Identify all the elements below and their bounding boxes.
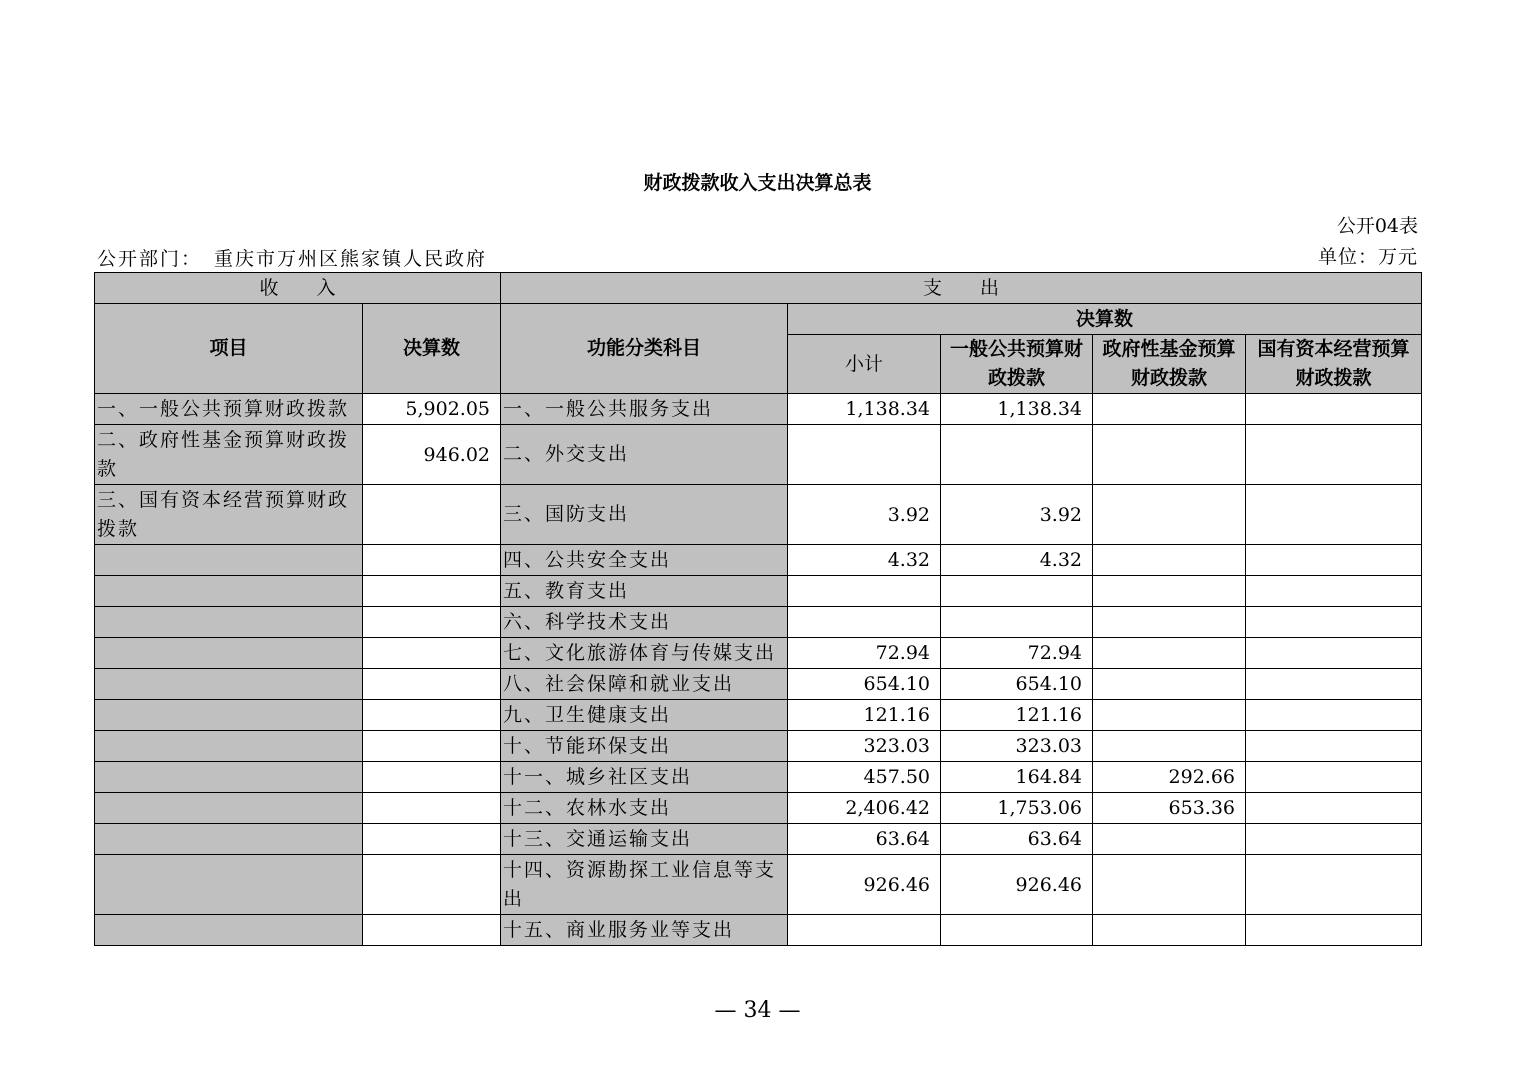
income-item-cell: [95, 824, 363, 855]
subtotal-cell: 1,138.34: [788, 394, 941, 425]
income-header: 收 入: [95, 273, 501, 304]
department-name: 重庆市万州区熊家镇人民政府: [214, 248, 488, 270]
category-cell: 四、公共安全支出: [501, 545, 788, 576]
income-amount-cell: 946.02: [363, 425, 501, 485]
table-row: [95, 762, 1422, 793]
state-capital-cell: [1246, 545, 1422, 576]
subtotal-cell: 926.46: [788, 855, 941, 915]
category-cell: 三、国防支出: [501, 485, 788, 545]
state-capital-cell: [1246, 425, 1422, 485]
income-item-cell: [95, 576, 363, 607]
income-amount-cell: [363, 731, 501, 762]
gov-fund-cell: [1093, 485, 1246, 545]
income-amount-cell: [363, 824, 501, 855]
table-row: [95, 824, 1422, 855]
category-cell: 十五、商业服务业等支出: [501, 915, 788, 946]
subtotal-cell: 72.94: [788, 638, 941, 669]
subtotal-cell: 4.32: [788, 545, 941, 576]
subtotal-cell: 654.10: [788, 669, 941, 700]
category-cell: 二、外交支出: [501, 425, 788, 485]
table-row: [95, 425, 1422, 485]
state-capital-cell: [1246, 700, 1422, 731]
income-item-cell: [95, 731, 363, 762]
unit-label: 单位：万元: [1317, 246, 1418, 268]
income-amount-cell: [363, 669, 501, 700]
general-budget-cell: 926.46: [941, 855, 1093, 915]
income-item-cell: [95, 915, 363, 946]
subtotal-cell: 2,406.42: [788, 793, 941, 824]
category-cell: 十一、城乡社区支出: [501, 762, 788, 793]
gov-fund-header: 政府性基金预算财政拨款: [1093, 335, 1246, 394]
subtotal-cell: [788, 425, 941, 485]
income-amount-cell: [363, 485, 501, 545]
income-amount-cell: [363, 762, 501, 793]
income-amount-cell: [363, 638, 501, 669]
state-capital-cell: [1246, 394, 1422, 425]
state-capital-cell: [1246, 855, 1422, 915]
general-budget-cell: 1,138.34: [941, 394, 1093, 425]
category-cell: 一、一般公共服务支出: [501, 394, 788, 425]
subtotal-cell: [788, 915, 941, 946]
gov-fund-cell: [1093, 700, 1246, 731]
gov-fund-cell: 653.36: [1093, 793, 1246, 824]
functional-category-header: 功能分类科目: [501, 304, 788, 394]
income-item-cell: 二、政府性基金预算财政拨款: [95, 425, 363, 485]
general-budget-cell: 164.84: [941, 762, 1093, 793]
income-amount-cell: [363, 855, 501, 915]
state-capital-cell: [1246, 638, 1422, 669]
page-title: 财政拨款收入支出决算总表: [643, 172, 872, 194]
gov-fund-cell: [1093, 855, 1246, 915]
category-cell: 十、节能环保支出: [501, 731, 788, 762]
state-capital-header: 国有资本经营预算财政拨款: [1246, 335, 1422, 394]
table-row: [95, 669, 1422, 700]
table-row: [95, 855, 1422, 915]
general-budget-cell: 72.94: [941, 638, 1093, 669]
appropriation-summary-table: [94, 272, 1422, 946]
gov-fund-cell: [1093, 731, 1246, 762]
table-row: [95, 915, 1422, 946]
general-budget-header: 一般公共预算财政拨款: [941, 335, 1093, 394]
gov-fund-cell: [1093, 607, 1246, 638]
income-item-cell: [95, 669, 363, 700]
general-budget-cell: [941, 576, 1093, 607]
table-code: 公开04表: [1336, 215, 1418, 237]
income-amount-cell: [363, 607, 501, 638]
general-budget-cell: 4.32: [941, 545, 1093, 576]
income-item-cell: [95, 762, 363, 793]
income-item-cell: [95, 700, 363, 731]
general-budget-cell: 654.10: [941, 669, 1093, 700]
subtotal-cell: [788, 607, 941, 638]
gov-fund-cell: [1093, 669, 1246, 700]
state-capital-cell: [1246, 824, 1422, 855]
table-row: [95, 700, 1422, 731]
table-row: [95, 485, 1422, 545]
category-cell: 十四、资源勘探工业信息等支出: [501, 855, 788, 915]
income-item-cell: [95, 793, 363, 824]
category-cell: 八、社会保障和就业支出: [501, 669, 788, 700]
department-label: 公开部门：: [97, 248, 203, 270]
state-capital-cell: [1246, 607, 1422, 638]
income-item-cell: 一、一般公共预算财政拨款: [95, 394, 363, 425]
state-capital-cell: [1246, 915, 1422, 946]
income-item-cell: [95, 855, 363, 915]
income-amount-cell: [363, 700, 501, 731]
general-budget-cell: 1,753.06: [941, 793, 1093, 824]
category-cell: 六、科学技术支出: [501, 607, 788, 638]
table-row: [95, 607, 1422, 638]
gov-fund-cell: [1093, 425, 1246, 485]
general-budget-cell: 121.16: [941, 700, 1093, 731]
gov-fund-cell: [1093, 915, 1246, 946]
income-amount-cell: 5,902.05: [363, 394, 501, 425]
subtotal-header: 小计: [788, 335, 941, 394]
department-line: [97, 244, 487, 271]
general-budget-cell: [941, 915, 1093, 946]
table-row: [95, 793, 1422, 824]
gov-fund-cell: [1093, 824, 1246, 855]
income-amount-cell: [363, 545, 501, 576]
state-capital-cell: [1246, 576, 1422, 607]
subtotal-cell: 457.50: [788, 762, 941, 793]
gov-fund-cell: [1093, 545, 1246, 576]
subtotal-cell: [788, 576, 941, 607]
general-budget-cell: [941, 425, 1093, 485]
general-budget-cell: 323.03: [941, 731, 1093, 762]
state-capital-cell: [1246, 669, 1422, 700]
gov-fund-cell: [1093, 576, 1246, 607]
income-amount-cell: [363, 576, 501, 607]
income-item-cell: 三、国有资本经营预算财政拨款: [95, 485, 363, 545]
page-number: — 34 —: [714, 998, 801, 1023]
settlement-group-header: 决算数: [788, 304, 1422, 335]
general-budget-cell: 63.64: [941, 824, 1093, 855]
subtotal-cell: 3.92: [788, 485, 941, 545]
gov-fund-cell: 292.66: [1093, 762, 1246, 793]
expense-header: 支 出: [501, 273, 1422, 304]
general-budget-cell: [941, 607, 1093, 638]
table-row: [95, 394, 1422, 425]
gov-fund-cell: [1093, 638, 1246, 669]
general-budget-cell: 3.92: [941, 485, 1093, 545]
table-row: [95, 545, 1422, 576]
subtotal-cell: 323.03: [788, 731, 941, 762]
income-amount-cell: [363, 915, 501, 946]
subtotal-cell: 121.16: [788, 700, 941, 731]
subtotal-cell: 63.64: [788, 824, 941, 855]
income-item-cell: [95, 545, 363, 576]
state-capital-cell: [1246, 762, 1422, 793]
gov-fund-cell: [1093, 394, 1246, 425]
table-row: [95, 638, 1422, 669]
income-settlement-header: 决算数: [363, 304, 501, 394]
category-cell: 七、文化旅游体育与传媒支出: [501, 638, 788, 669]
income-item-cell: [95, 607, 363, 638]
category-cell: 十三、交通运输支出: [501, 824, 788, 855]
item-header: 项目: [95, 304, 363, 394]
category-cell: 五、教育支出: [501, 576, 788, 607]
category-cell: 九、卫生健康支出: [501, 700, 788, 731]
category-cell: 十二、农林水支出: [501, 793, 788, 824]
table-row: [95, 576, 1422, 607]
state-capital-cell: [1246, 731, 1422, 762]
income-item-cell: [95, 638, 363, 669]
state-capital-cell: [1246, 485, 1422, 545]
state-capital-cell: [1246, 793, 1422, 824]
table-row: [95, 731, 1422, 762]
income-amount-cell: [363, 793, 501, 824]
